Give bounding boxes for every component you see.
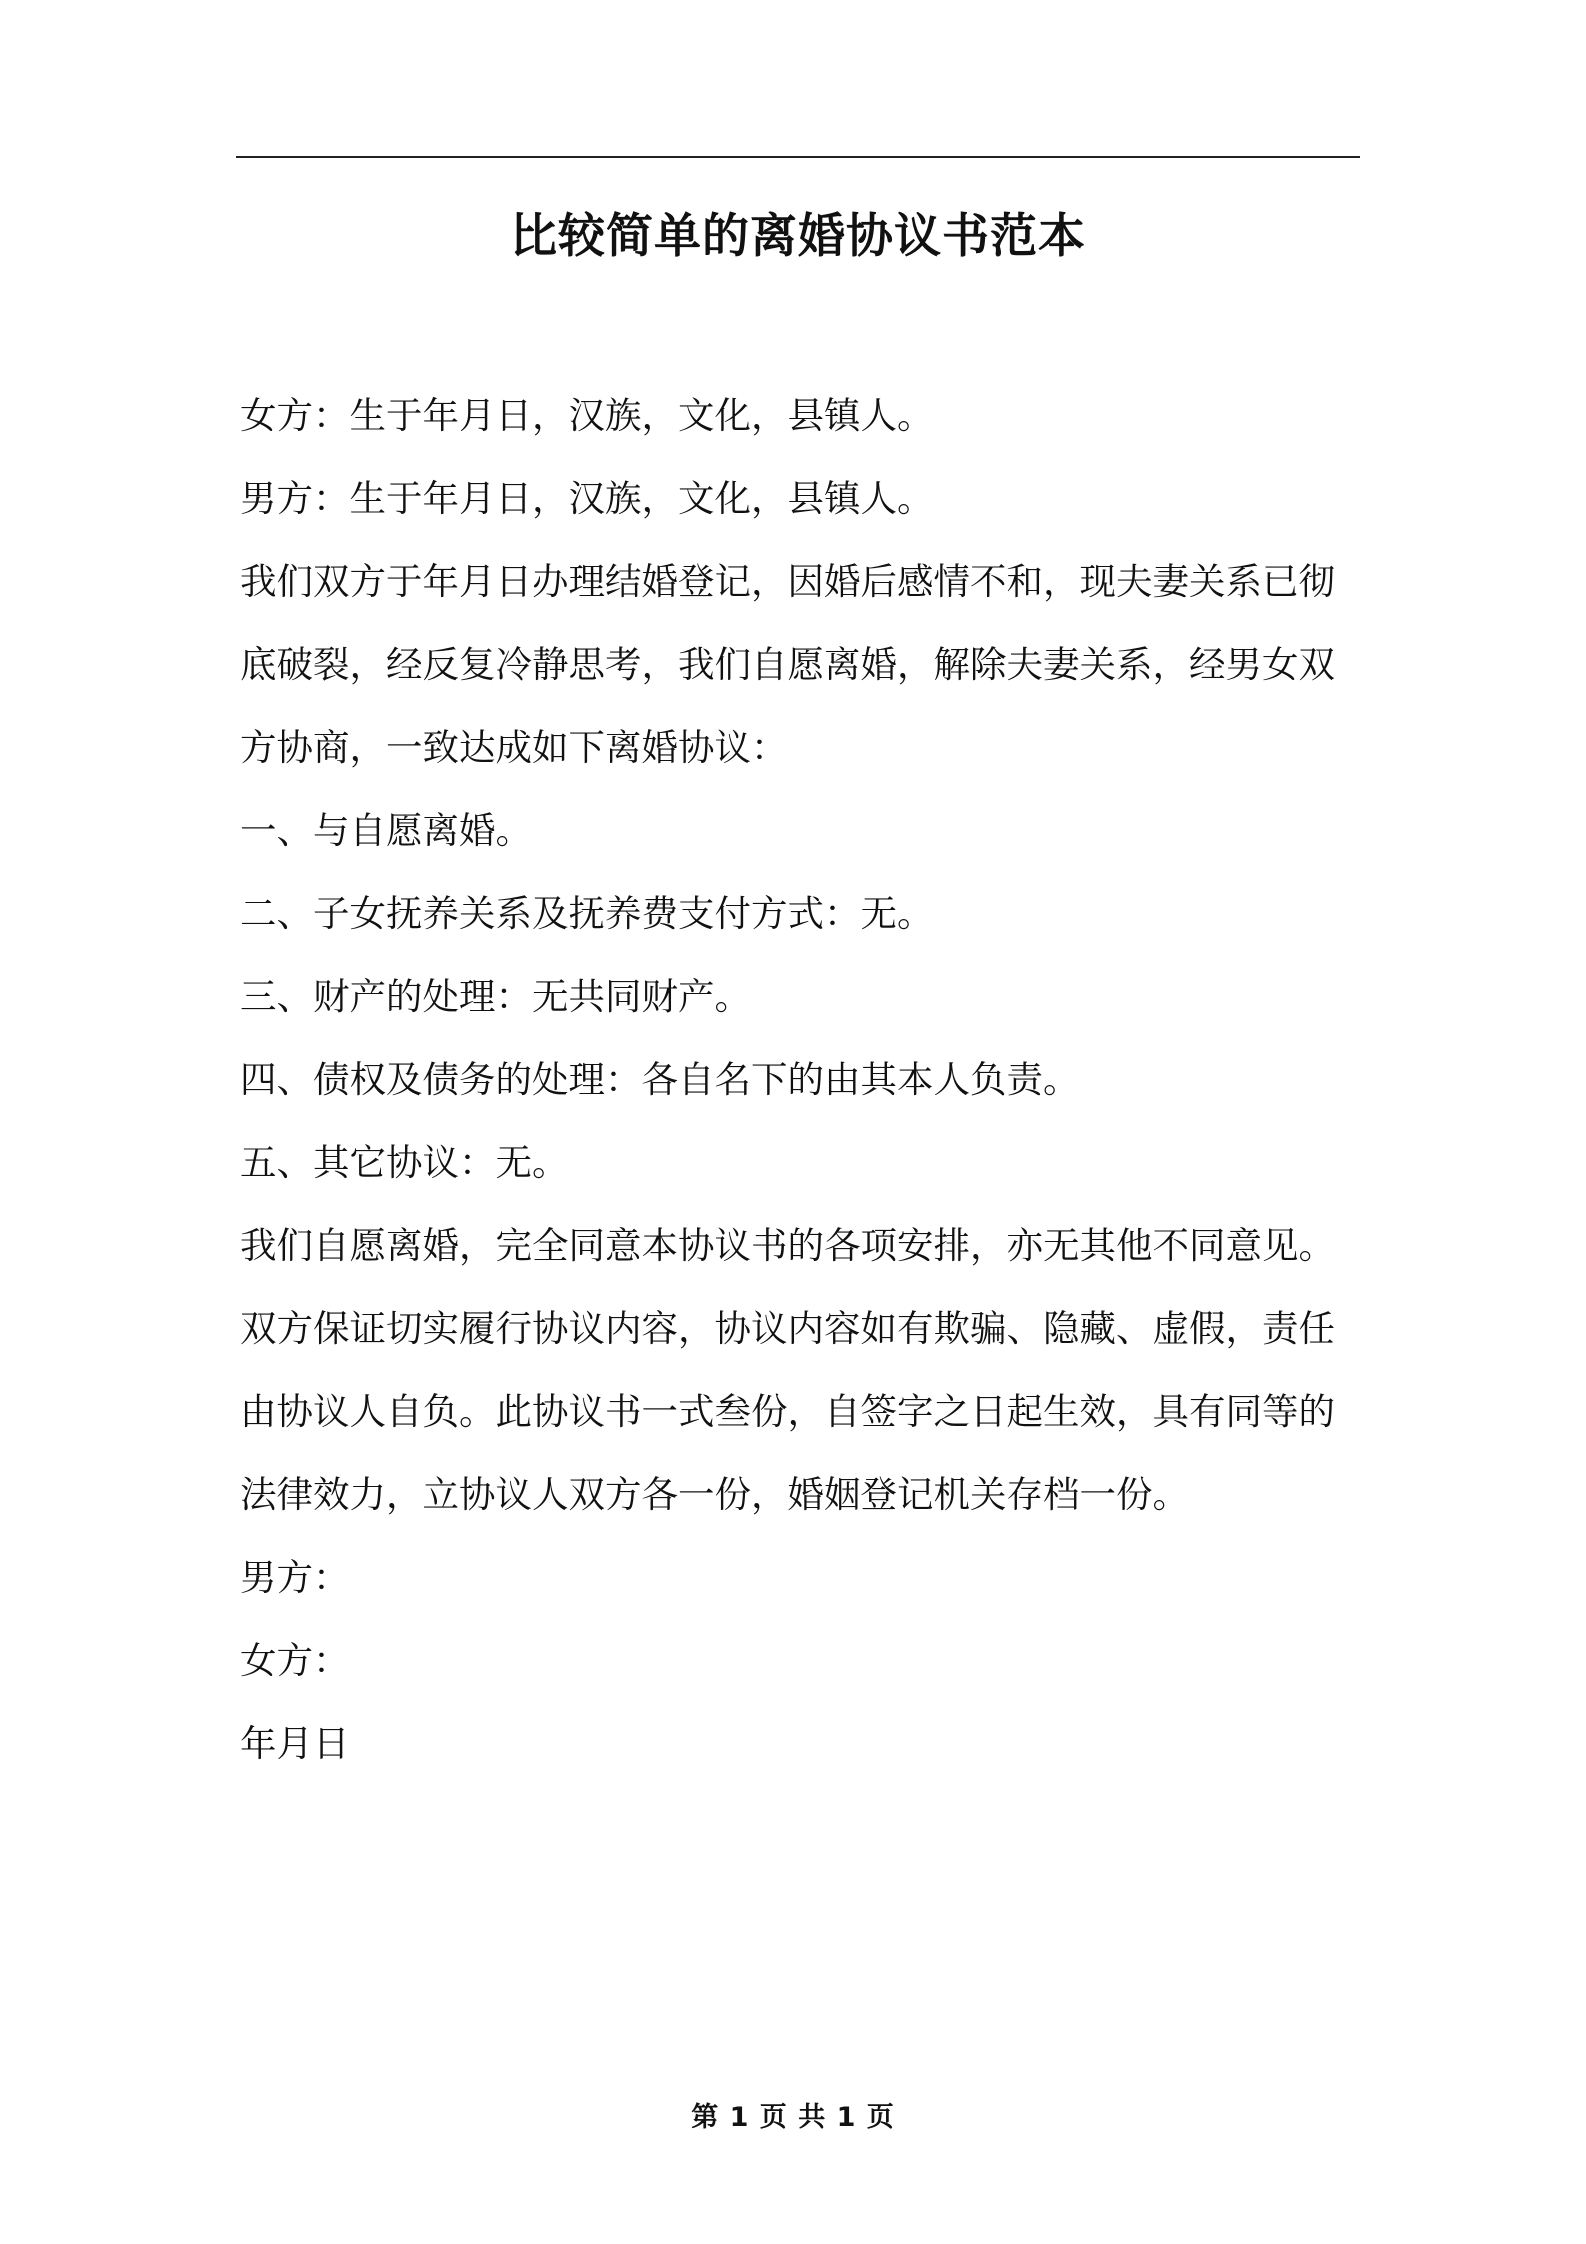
document-title: 比较简单的离婚协议书范本 [510, 209, 1086, 264]
paragraph-closing: 我们自愿离婚，完全同意本协议书的各项安排，亦无其他不同意见。双方保证切实履行协议内容，协议内容如有欺骗、隐藏、虚假，责任由协议人自负。此协议书一式叁份，自签字之日起生效，具有同等的法律效力，立协议人双方各一份，婚姻登记机关存档一份。 [240, 1224, 1335, 1516]
page-footer: 第 1 页 共 1 页 [691, 2102, 895, 2133]
clause-5: 五、其它协议：无。 [240, 1141, 569, 1184]
header-rule [236, 156, 1360, 158]
signature-date: 年月日 [240, 1722, 350, 1765]
paragraph-female-party: 女方：生于年月日，汉族，文化，县镇人。 [240, 394, 934, 437]
signature-male: 男方： [240, 1556, 350, 1599]
paragraph-male-party: 男方：生于年月日，汉族，文化，县镇人。 [240, 477, 934, 520]
document-body [240, 374, 1366, 1785]
paragraph-preamble: 我们双方于年月日办理结婚登记，因婚后感情不和，现夫妻关系已彻底破裂，经反复冷静思考，我们自愿离婚，解除夫妻关系，经男女双方协商，一致达成如下离婚协议： [240, 560, 1335, 769]
clause-4: 四、债权及债务的处理：各自名下的由其本人负责。 [240, 1058, 1080, 1101]
clause-3: 三、财产的处理：无共同财产。 [240, 975, 751, 1018]
clause-2: 二、子女抚养关系及抚养费支付方式：无。 [240, 892, 934, 935]
clause-1: 一、与自愿离婚。 [240, 809, 532, 852]
signature-female: 女方： [240, 1639, 350, 1682]
